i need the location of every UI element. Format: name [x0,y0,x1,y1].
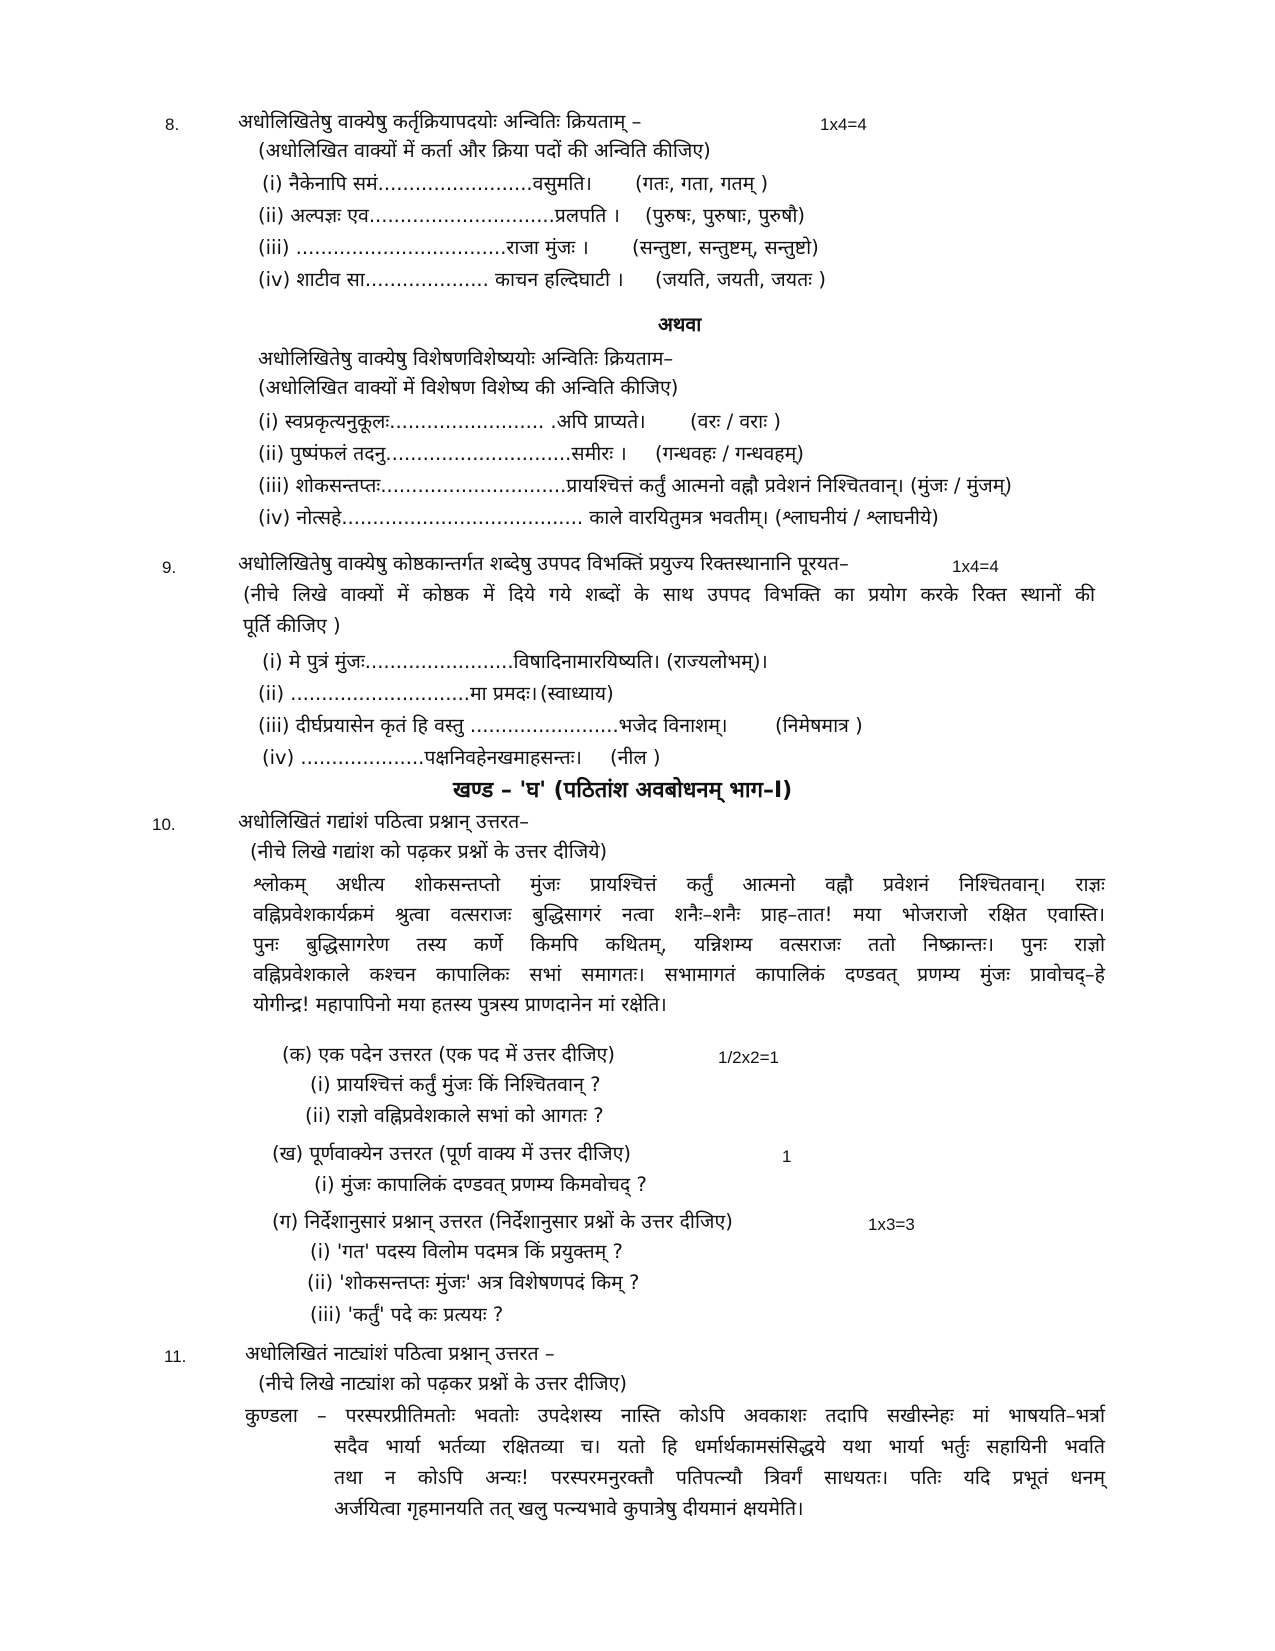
q10-passage-line-3: पुनः बुद्धिसागरेण तस्य कर्णे किमपि कथितम्, यन्निशम्य वत्सराजः ततो निष्क्रान्तः। पुनः राज्ञो [253,933,1105,956]
q10-part-kha-label: (ख) पूर्णवाक्येन उत्तरत (पूर्ण वाक्य में उत्तर दीजिए) [272,1142,631,1165]
q9-hindi-line-2: पूर्ति कीजिए ) [243,614,341,637]
q9-item-4-options: (नील ) [610,746,661,769]
q8-item-4-options: (जयति, जयती, जयतः ) [655,268,826,291]
q10-hindi-instruction: (नीचे लिखे गद्यांश को पढ़कर प्रश्नों के उत्तर दीजिये) [250,840,608,863]
q8-alt-item-1-options: (वरः / वराः ) [690,410,781,433]
q8-number: 8. [165,115,180,134]
q10-part-ka-marks: 1/2x2=1 [718,1048,779,1067]
or-label: अथवा [658,313,702,336]
q10-passage-line-4: वह्निप्रवेशकाले कश्चन कापालिकः सभां समागतः। सभामागतं कापालिकं दण्डवत् प्रणम्य मुंजः प्रावोचद्–हे [253,963,1105,986]
q11-number: 11. [164,1347,187,1366]
q8-item-2-options: (पुरुषः, पुरुषाः, पुरुषौ) [645,204,806,227]
q8-item-1-options: (गतः, गता, गतम् ) [635,172,769,195]
q10-part-ga-marks: 1x3=3 [868,1215,915,1234]
q8-item-3: (iii) ..................................राजा मुंजः । [258,236,589,259]
q8-item-2: (ii) अल्पज्ञः एव..............................प्रलपति । [258,204,620,227]
q8-marks: 1x4=4 [820,115,867,134]
q8-hindi-instruction: (अधोलिखित वाक्यों में कर्ता और क्रिया पदों की अन्विति कीजिए) [258,139,711,162]
q9-hindi-line-1: (नीचे लिखे वाक्यों में कोष्ठक में दिये गये शब्दों के साथ उपपद विभक्ति का प्रयोग करके रिक्त स्थानों की [243,583,1095,606]
q10-part-ga-label: (ग) निर्देशानुसारं प्रश्नान् उत्तरत (निर्देशानुसार प्रश्नों के उत्तर दीजिए) [272,1210,733,1233]
section-heading: खण्ड – 'घ' (पठितांश अवबोधनम् भाग–I) [453,778,793,803]
q10-part-ka-q1: (i) प्रायश्चित्तं कर्तुं मुंजः किं निश्चितवान् ? [310,1073,601,1096]
q8-alt-item-3: (iii) शोकसन्तप्तः..............................प्रायश्चित्तं कर्तुं आत्मनो वह्नौ प्रवेशनं निश्चितवान्। (मुंजः / मुंजम्) [258,474,1013,497]
q11-dialogue-line-4: अर्जयित्वा गृहमानयति तत् खलु पत्न्यभावे कुपात्रेषु दीयमानं क्षयमेति। [334,1497,804,1520]
q8-alt-item-1: (i) स्वप्रकृत्यनुकूलः......................... .अपि प्राप्यते। [258,410,646,433]
q10-number: 10. [152,815,176,834]
q11-dialogue-line-3: तथा न कोऽपि अन्यः! परस्परमनुरक्तौ पतिपत्न्यौ त्रिवर्गं साधयतः। पतिः यदि प्रभूतं धनम् [334,1466,1105,1489]
q11-speaker-line: कुण्डला – परस्परप्रीतिमतोः भवतोः उपदेशस्य नास्ति कोऽपि अवकाशः तदापि सखीस्नेहः मां भाषयति–भर्त्रा [245,1404,1105,1427]
q11-instruction: अधोलिखितं नाट्यांशं पठित्वा प्रश्नान् उत्तरत – [245,1342,555,1365]
q10-passage-line-2: वह्निप्रवेशकार्यक्रमं श्रुत्वा वत्सराजः बुद्धिसागरं नत्वा शनैः–शनैः प्राह–तात! मया भोजराजो रक्षित एवास्ति। [253,903,1105,926]
q10-part-ka-q2: (ii) राज्ञो वह्निप्रवेशकाले सभां को आगतः ? [305,1104,604,1127]
q8-item-4: (iv) शाटीव सा.................... काचन हल्दिघाटी । [258,268,624,291]
q8-instruction: अधोलिखितेषु वाक्येषु कर्तृक्रियापदयोः अन्वितिः क्रियताम् – [238,110,642,133]
q10-part-ka-label: (क) एक पदेन उत्तरत (एक पद में उत्तर दीजिए) [282,1043,615,1066]
q8-item-1: (i) नैकेनापि समं.........................वसुमति। [262,172,592,195]
q10-part-ga-q3: (iii) 'कर्तुं' पदे कः प्रत्ययः ? [310,1303,504,1326]
q11-hindi-instruction: (नीचे लिखे नाट्यांश को पढ़कर प्रश्नों के उत्तर दीजिए) [258,1372,628,1395]
q9-item-2: (ii) .............................मा प्रमदः। [258,682,538,705]
q10-part-ga-q2: (ii) 'शोकसन्तप्तः मुंजः' अत्र विशेषणपदं किम् ? [307,1271,640,1294]
q9-item-2-options: (स्वाध्याय) [540,682,614,705]
q10-part-kha-marks: 1 [782,1147,792,1166]
q8-alt-item-2: (ii) पुष्पंफलं तदनु..............................समीरः । [258,442,627,465]
q10-passage-line-1: श्लोकम् अधीत्य शोकसन्तप्तो मुंजः प्रायश्चित्तं कर्तुं आत्मनो वह्नौ प्रवेशनं निश्चितवान्। राज्ञः [253,873,1105,896]
q9-instruction: अधोलिखितेषु वाक्येषु कोष्ठकान्तर्गत शब्देषु उपपद विभक्तिं प्रयुज्य रिक्तस्थानानि पूरयत– [238,552,849,575]
q9-marks: 1x4=4 [952,557,999,576]
q9-item-4: (iv) ....................पक्षनिवहेनखमाहसन्तः। [262,746,582,769]
q10-instruction: अधोलिखितं गद्यांशं पठित्वा प्रश्नान् उत्तरत– [238,810,529,833]
q8-alt-item-4: (iv) नोत्सहे....................................... काले वारयितुमत्र भवतीम्। (श्लाघनीयं / श्लाघनीये) [258,506,939,529]
q9-number: 9. [162,558,177,577]
q11-dialogue-line-2: सदैव भार्या भर्तव्या रक्षितव्या च। यतो हि धर्मार्थकामसंसिद्धये यथा भार्या भर्तुः सहायिनी भवति [334,1435,1105,1458]
q9-item-3-options: (निमेषमात्र ) [775,714,863,737]
q8-alt-instruction: अधोलिखितेषु वाक्येषु विशेषणविशेष्ययोः अन्वितिः क्रियताम– [258,347,674,370]
q10-part-ga-q1: (i) 'गत' पदस्य विलोम पदमत्र किं प्रयुक्तम् ? [310,1240,623,1263]
q9-item-1: (i) मे पुत्रं मुंजः........................विषादिनामारयिष्यति। (राज्यलोभम्)। [262,650,768,673]
q8-alt-item-2-options: (गन्धवहः / गन्धवहम्) [655,442,804,465]
q8-alt-hindi: (अधोलिखित वाक्यों में विशेषण विशेष्य की अन्विति कीजिए) [258,376,679,399]
q10-part-kha-q1: (i) मुंजः कापालिकं दण्डवत् प्रणम्य किमवोचद् ? [314,1173,647,1196]
q10-passage-line-5: योगीन्द्र! महापापिनो मया हतस्य पुत्रस्य प्राणदानेन मां रक्षेति। [253,993,667,1016]
q8-item-3-options: (सन्तुष्टा, सन्तुष्टम्, सन्तुष्टो) [632,236,819,259]
q9-item-3: (iii) दीर्घप्रयासेन कृतं हि वस्तु ........................भजेद विनाशम्। [258,714,728,737]
